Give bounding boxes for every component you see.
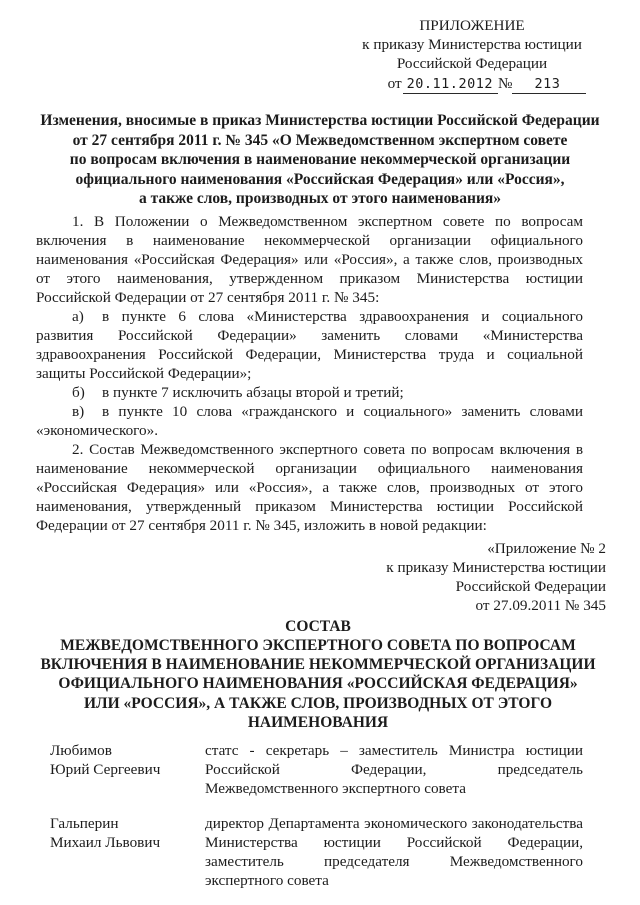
annex-reference bbox=[326, 539, 606, 615]
list-item-v bbox=[36, 402, 583, 440]
item-b-text: в пункте 7 исключить абзацы второй и третий; bbox=[102, 383, 404, 401]
annex-line: к приказу Министерства юстиции bbox=[386, 558, 606, 576]
member-name bbox=[50, 814, 205, 890]
title-line: а также слов, производных от этого наименования» bbox=[138, 190, 502, 207]
item-b-label: б) bbox=[72, 383, 85, 401]
section-heading bbox=[36, 617, 600, 733]
item-v-text: в пункте 10 слова «гражданского и социального» заменить словами «экономического». bbox=[36, 402, 583, 439]
item-a-label: а) bbox=[72, 307, 84, 325]
heading-line: СОСТАВ bbox=[285, 617, 351, 635]
member-given-names: Михаил Львович bbox=[50, 834, 161, 852]
list-item-b bbox=[36, 383, 583, 402]
member-surname: Гальперин bbox=[50, 815, 119, 833]
members-list bbox=[50, 741, 583, 890]
heading-line: ИЛИ «РОССИЯ», А ТАКЖЕ СЛОВ, ПРОИЗВОДНЫХ ОТ ЭТОГО bbox=[83, 694, 553, 712]
heading-line: НАИМЕНОВАНИЯ bbox=[247, 713, 389, 731]
item-v-label: в) bbox=[72, 402, 85, 420]
member-name bbox=[50, 741, 205, 798]
appendix-header bbox=[332, 16, 612, 94]
title-line: по вопросам включения в наименование некоммерческой организации bbox=[69, 151, 571, 168]
appendix-header-line: ПРИЛОЖЕНИЕ bbox=[419, 17, 525, 34]
list-item-a bbox=[36, 307, 583, 383]
document-title bbox=[0, 111, 640, 209]
paragraph-2: 2. Состав Межведомственного экспертного совета по вопросам включения в наименование некоммерческой организации официального наименования «Российская Федерация» или «Россия», а также слов, производных от этого наименования, утвержденный приказом Министерства юстиции Российской Федерации от 27 сентября 2011 г. № 345, изложить в новой редакции: bbox=[36, 440, 583, 534]
number-sign: № bbox=[497, 75, 513, 92]
paragraph-1: 1. В Положении о Межведомственном экспертном совете по вопросам включения в наименование некоммерческой организации официального наименования «Российская Федерация» или «Россия», а также слов, производных от этого наименования, утвержденном приказом Министерства юстиции Российской Федерации от 27 сентября 2011 г. № 345: bbox=[36, 212, 583, 306]
heading-line: ВКЛЮЧЕНИЯ В НАИМЕНОВАНИЕ НЕКОММЕРЧЕСКОЙ ОРГАНИЗАЦИИ bbox=[40, 656, 596, 674]
title-line: Изменения, вносимые в приказ Министерства юстиции Российской Федерации bbox=[40, 112, 600, 129]
member-given-names: Юрий Сергеевич bbox=[50, 761, 161, 779]
item-a-text: в пункте 6 слова «Министерства здравоохранения и социального развития Российской Федерации» заменить словами «Министерства здравоохранения Российской Федерации, Министерства труда и социальной защиты Российской Федерации»; bbox=[36, 307, 583, 382]
date-prefix: от bbox=[387, 75, 402, 92]
member-position: директор Департамента экономического законодательства Министерства юстиции Российской Федерации, заместитель председателя Межведомственного экспертного совета bbox=[205, 815, 583, 890]
heading-line: МЕЖВЕДОМСТВЕННОГО ЭКСПЕРТНОГО СОВЕТА ПО ВОПРОСАМ bbox=[60, 636, 576, 654]
annex-line: от 27.09.2011 № 345 bbox=[475, 596, 606, 614]
member-position: статс - секретарь – заместитель Министра юстиции Российской Федерации, председатель Межведомственного экспертного совета bbox=[205, 742, 583, 798]
order-number-value: 213 bbox=[512, 76, 586, 94]
member-surname: Любимов bbox=[50, 742, 112, 760]
heading-line: ОФИЦИАЛЬНОГО НАИМЕНОВАНИЯ «РОССИЙСКАЯ ФЕДЕРАЦИЯ» bbox=[58, 675, 578, 693]
order-date-value: 20.11.2012 bbox=[403, 76, 498, 94]
title-line: официального наименования «Российская Федерация» или «Россия», bbox=[75, 170, 565, 188]
annex-line: Российской Федерации bbox=[455, 577, 606, 595]
title-line: от 27 сентября 2011 г. № 345 «О Межведомственном экспертном совете bbox=[72, 131, 568, 149]
document-body bbox=[36, 212, 583, 535]
annex-line: «Приложение № 2 bbox=[487, 539, 606, 557]
member-row bbox=[50, 814, 583, 890]
appendix-header-line: Российской Федерации bbox=[396, 55, 548, 72]
appendix-header-line: к приказу Министерства юстиции bbox=[362, 36, 582, 53]
order-date-row bbox=[332, 74, 612, 94]
member-row bbox=[50, 741, 583, 798]
